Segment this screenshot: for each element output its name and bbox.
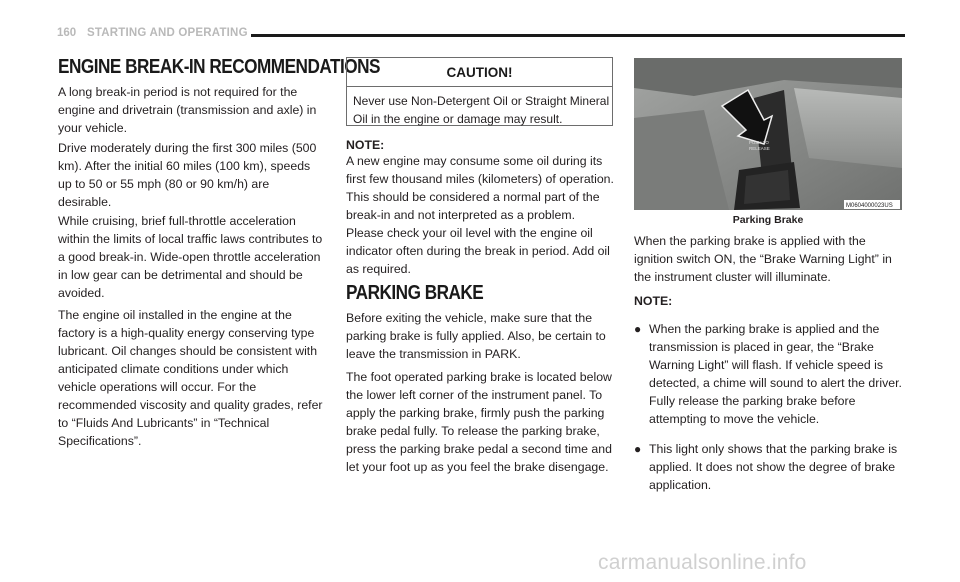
pedal-label-1: PUSH TO [749,140,769,145]
break-in-paragraph-4: The engine oil installed in the engine at the factory is a high-quality energy conserving type lubricant. Oil changes should be consistent with anticipated climate conditions under which vehicle operations will occur. For the recommended viscosity and quality grades, refer to “Fluids And Lubricants” in “Technical Specifications”. [58,308,323,448]
break-in-paragraph-2: Drive moderately during the first 300 miles (500 km). After the initial 60 miles (100 km), speeds up to 50 or 55 mph (80 or 90 km/h) are desirable. [58,141,317,209]
caution-text: Never use Non-Detergent Oil or Straight Mineral Oil in the engine or damage may result. [353,94,610,126]
note-bullet-text-2: This light only shows that the parking brake is applied. It does not show the degree of brake application. [649,442,898,492]
watermark: carmanualsonline.info [598,551,807,574]
figure-code: M0604000023US [846,203,893,209]
break-in-paragraph-3: While cruising, brief full-throttle acceleration within the limits of local traffic laws contributes to a good break-in. Wide-open throttle acceleration in low gear can be detrimental and should be avoided. [58,214,323,300]
figure-caption: Parking Brake [732,214,804,226]
parking-brake-paragraph-2: The foot operated parking brake is located below the lower left corner of the instrument panel. To apply the parking brake, firmly push the parking brake pedal fully. To release the parking brake, press the parking brake pedal a second time and let your foot up as you feel the brake disengage. [346,370,612,474]
page-header [57,27,905,41]
parking-brake-illustration [634,58,902,210]
brake-warning-paragraph: When the parking brake is applied with the ignition switch ON, the “Brake Warning Light” in the instrument cluster will illuminate. [634,234,892,284]
note-bullet-2 [634,440,902,494]
caution-title: CAUTION! [347,58,612,87]
pedal-label-2: RELEASE [749,146,770,151]
note-label: NOTE: [346,138,385,152]
caution-box [346,57,613,126]
note-label-2: NOTE: [634,294,673,308]
parking-brake-paragraph-1: Before exiting the vehicle, make sure that the parking brake is fully applied. Also, be certain to leave the transmission in PARK. [346,311,606,361]
note-bullet-list [634,320,902,506]
note-bullet-text-1: When the parking brake is applied and the transmission is placed in gear, the “Brake Warning Light” will flash. If vehicle speed is detected, a chime will sound to alert the driver. Fully release the parking brake before attempting to move the vehicle. [649,322,902,426]
page-number: 160 [57,27,77,39]
parking-brake-photo [634,58,902,210]
bullet-icon: ● [634,322,642,336]
bullet-icon: ● [634,442,642,456]
break-in-paragraph-1: A long break-in period is not required for the engine and drivetrain (transmission and axle) in your vehicle. [58,85,317,135]
section-title: STARTING AND OPERATING [87,27,248,39]
note-bullet-1 [634,320,902,428]
parking-brake-heading: PARKING BRAKE [346,282,484,304]
header-rule [251,34,905,37]
break-in-heading: ENGINE BREAK-IN RECOMMENDATIONS [58,56,380,78]
note-text: A new engine may consume some oil during its first few thousand miles (kilometers) of operation. This should be considered a normal part of the break-in and not interpreted as a problem. Please check your oil level with the engine oil indicator often during the break in period. Add oil as required. [346,154,614,276]
